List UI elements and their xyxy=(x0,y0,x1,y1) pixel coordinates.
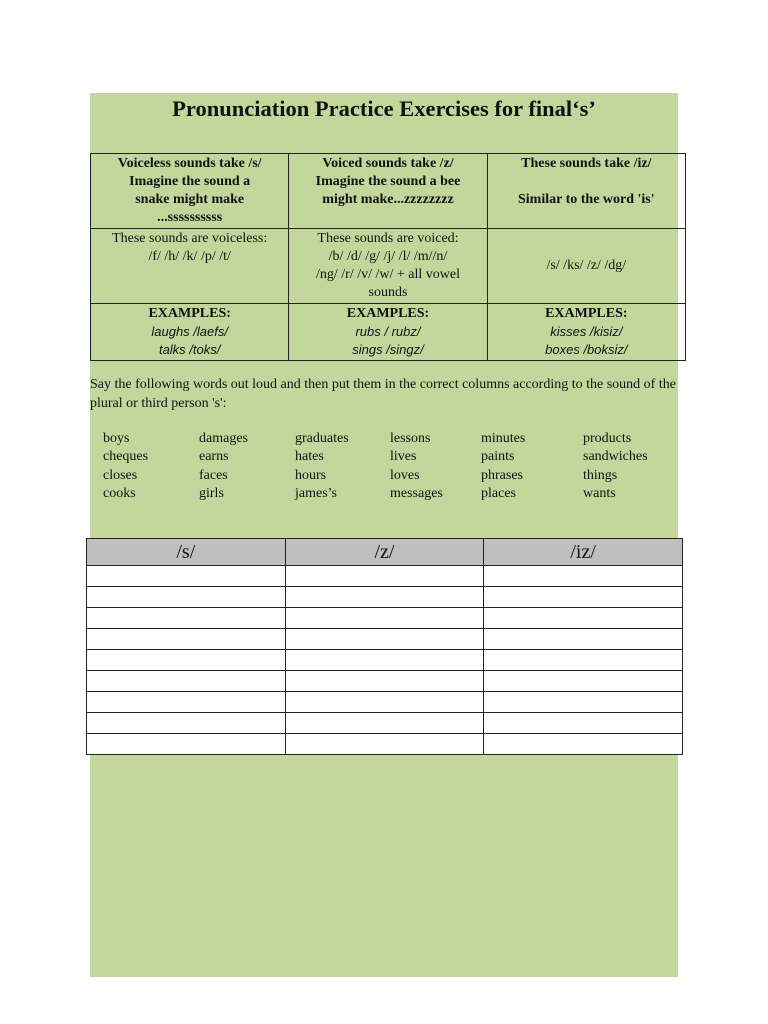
word-item: lives xyxy=(390,449,417,465)
cell-voiceless-sounds: These sounds are voiceless: /f/ /h/ /k/ /p/ /t/ xyxy=(91,229,289,304)
answer-cell[interactable] xyxy=(484,608,683,629)
answer-cell[interactable] xyxy=(87,650,286,671)
answer-cell[interactable] xyxy=(87,692,286,713)
word-item: hours xyxy=(295,467,327,483)
answer-row xyxy=(87,713,683,734)
answer-cell[interactable] xyxy=(484,671,683,692)
answer-cell[interactable] xyxy=(87,713,286,734)
word-column xyxy=(481,430,525,503)
answer-row xyxy=(87,608,683,629)
cell-iz-sounds: /s/ /ks/ /z/ /dg/ xyxy=(487,229,685,304)
header-z: /z/ xyxy=(285,539,484,566)
answer-cell[interactable] xyxy=(285,587,484,608)
word-item: sandwiches xyxy=(583,449,648,465)
answer-row xyxy=(87,566,683,587)
answer-table xyxy=(86,538,683,755)
word-column xyxy=(295,430,349,503)
cell-voiced-examples: EXAMPLES: rubs / rubz/ sings /singz/ xyxy=(289,304,487,361)
answer-cell[interactable] xyxy=(285,566,484,587)
answer-cell[interactable] xyxy=(87,608,286,629)
cell-iz-examples: EXAMPLES: kisses /kisiz/ boxes /boksiz/ xyxy=(487,304,685,361)
header-s: /s/ xyxy=(87,539,286,566)
answer-cell[interactable] xyxy=(87,566,286,587)
answer-cell[interactable] xyxy=(484,587,683,608)
answer-cell[interactable] xyxy=(285,671,484,692)
word-item: cooks xyxy=(103,485,136,501)
answer-cell[interactable] xyxy=(484,713,683,734)
answer-cell[interactable] xyxy=(285,650,484,671)
word-item: earns xyxy=(199,449,229,465)
cell-iz-header: These sounds take /iz/ Similar to the word 'is' xyxy=(487,154,685,229)
word-item: loves xyxy=(390,467,420,483)
answer-cell[interactable] xyxy=(484,734,683,755)
answer-row xyxy=(87,671,683,692)
answer-cell[interactable] xyxy=(484,566,683,587)
cell-voiceless-header: Voiceless sounds take /s/ Imagine the sound a snake might make ...ssssssssss xyxy=(91,154,289,229)
word-column xyxy=(199,430,248,503)
answer-cell[interactable] xyxy=(484,629,683,650)
word-item: graduates xyxy=(295,431,349,446)
word-item: james’s xyxy=(295,485,337,501)
rules-table xyxy=(90,153,686,361)
word-item: things xyxy=(583,467,618,483)
word-item: messages xyxy=(390,485,443,501)
cell-voiceless-examples: EXAMPLES: laughs /laefs/ talks /toks/ xyxy=(91,304,289,361)
answer-cell[interactable] xyxy=(87,629,286,650)
answer-cell[interactable] xyxy=(87,587,286,608)
word-column xyxy=(103,430,148,503)
word-item: boys xyxy=(103,431,130,446)
answer-cell[interactable] xyxy=(285,692,484,713)
instructions: Say the following words out loud and then put them in the correct columns according to the sound of the plural or third person 's': xyxy=(90,377,676,411)
word-item: phrases xyxy=(481,467,523,483)
answer-cell[interactable] xyxy=(285,629,484,650)
answer-cell[interactable] xyxy=(285,713,484,734)
answer-row xyxy=(87,734,683,755)
answer-cell[interactable] xyxy=(285,734,484,755)
header-iz: /iz/ xyxy=(484,539,683,566)
answer-row xyxy=(87,629,683,650)
answer-cell[interactable] xyxy=(484,692,683,713)
page-title: Pronunciation Practice Exercises for final‘s’ xyxy=(172,96,596,121)
word-item: lessons xyxy=(390,431,431,446)
word-column xyxy=(583,430,648,503)
answer-cell[interactable] xyxy=(87,734,286,755)
word-column xyxy=(390,430,443,503)
word-item: places xyxy=(481,485,516,501)
word-item: closes xyxy=(103,467,138,483)
answer-row xyxy=(87,650,683,671)
answer-row xyxy=(87,692,683,713)
word-item: products xyxy=(583,431,632,446)
answer-cell[interactable] xyxy=(285,608,484,629)
word-item: paints xyxy=(481,449,515,465)
answer-cell[interactable] xyxy=(484,650,683,671)
word-item: minutes xyxy=(481,431,526,446)
word-item: hates xyxy=(295,449,324,465)
cell-voiced-sounds: These sounds are voiced: /b/ /d/ /g/ /j/ /l/ /m//n/ /ng/ /r/ /v/ /w/ + all vowel sounds xyxy=(289,229,487,304)
answer-cell[interactable] xyxy=(87,671,286,692)
word-item: wants xyxy=(583,485,616,501)
word-item: damages xyxy=(199,431,248,446)
word-item: girls xyxy=(199,485,224,501)
answer-row xyxy=(87,587,683,608)
cell-voiced-header: Voiced sounds take /z/ Imagine the sound a bee might make...zzzzzzzz xyxy=(289,154,487,229)
word-item: cheques xyxy=(103,449,149,465)
word-item: faces xyxy=(199,467,228,483)
